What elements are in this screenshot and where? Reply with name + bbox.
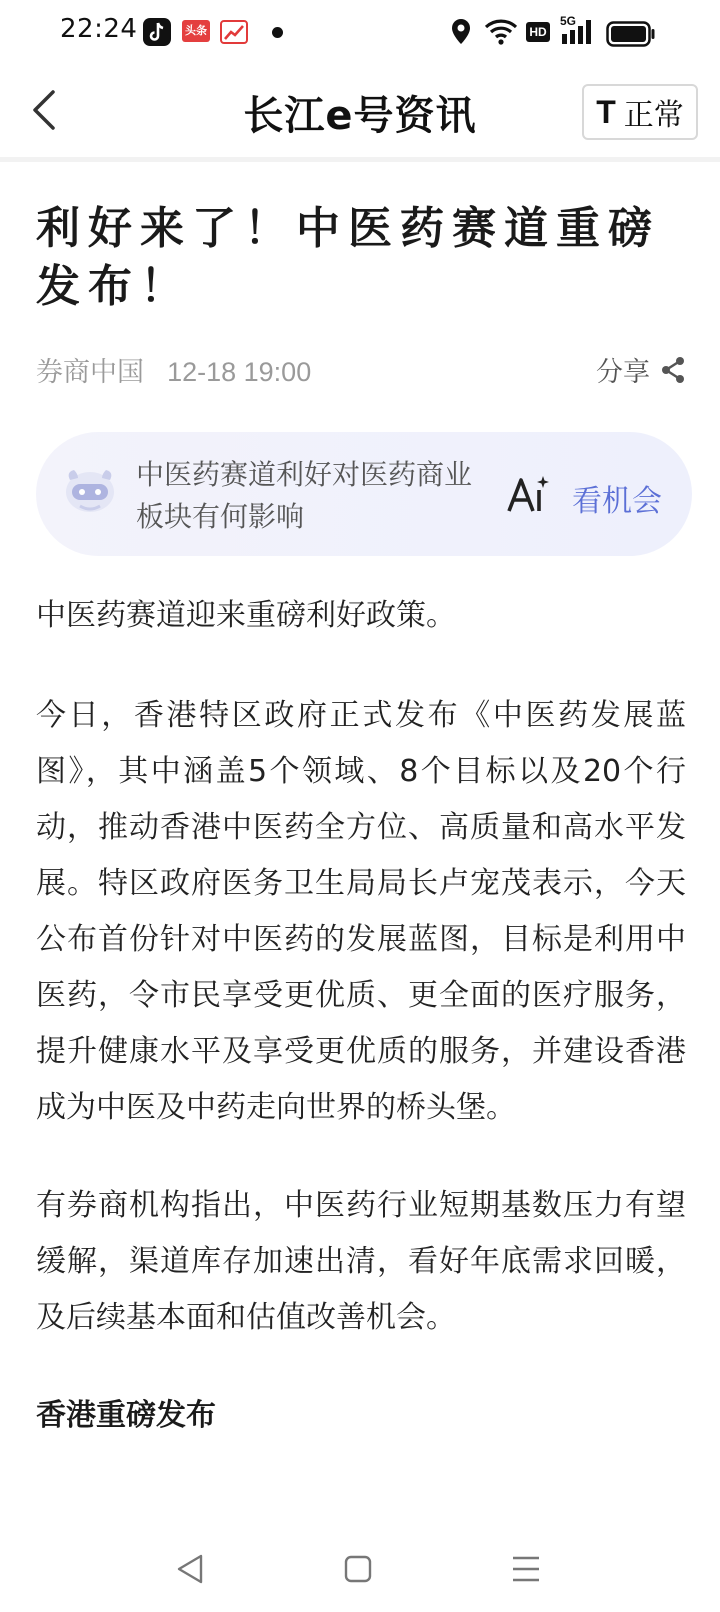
ai-action-button[interactable]: 看机会 bbox=[572, 484, 662, 519]
nav-home-button[interactable] bbox=[328, 1544, 388, 1594]
share-button[interactable] bbox=[596, 350, 686, 389]
network-label: 5G bbox=[560, 14, 577, 28]
article-time: 12-18 19:00 bbox=[167, 357, 312, 387]
header-title: 长江e号资讯 bbox=[243, 93, 477, 139]
wifi-icon bbox=[484, 17, 518, 47]
ai-question-text: 中医药赛道利好对医药商业板块有何影响 bbox=[136, 458, 473, 533]
toutiao-app-icon bbox=[182, 20, 210, 42]
ai-insight-card[interactable] bbox=[36, 432, 692, 556]
menu-lines-icon bbox=[510, 1554, 542, 1584]
status-bar bbox=[0, 0, 720, 66]
home-square-icon bbox=[343, 1554, 373, 1584]
stock-app-icon bbox=[220, 17, 248, 47]
font-size-label: 正常 bbox=[623, 98, 684, 133]
notification-dot bbox=[272, 27, 283, 38]
signal-5g-icon bbox=[560, 14, 598, 46]
location-icon bbox=[450, 17, 472, 47]
nav-back-button[interactable] bbox=[160, 1544, 220, 1594]
ai-sparkle-icon bbox=[506, 474, 550, 514]
system-nav-bar bbox=[0, 1530, 720, 1612]
toutiao-label: 头条 bbox=[185, 24, 207, 37]
back-triangle-icon bbox=[175, 1553, 205, 1585]
tiktok-app-icon bbox=[143, 17, 171, 47]
article-paragraph: 中医药赛道迎来重磅利好政策。 bbox=[36, 598, 456, 633]
section-heading: 香港重磅发布 bbox=[36, 1398, 216, 1433]
font-size-toggle-button[interactable] bbox=[582, 84, 698, 140]
nav-menu-button[interactable] bbox=[496, 1544, 556, 1594]
hd-icon bbox=[526, 22, 550, 42]
article-title: 利好来了！中医药赛道重磅发布！ bbox=[36, 203, 660, 312]
hd-label: HD bbox=[529, 25, 547, 39]
font-size-icon: T bbox=[596, 93, 616, 130]
article-paragraph: 今日，香港特区政府正式发布《中医药发展蓝图》，其中涵盖5个领域、8个目标以及20个行动，推动香港中医药全方位、高质量和高水平发展。特区政府医务卫生局局长卢宠茂表示，今天公布首份针对中医药的发展蓝图，目标是利用中医药，令市民享受更优质、更全面的医疗服务，提升健康水平及享受更优质的服务，并建设香港成为中医及中药走向世界的桥头堡。 bbox=[36, 698, 686, 1125]
article-meta bbox=[36, 350, 686, 394]
article-paragraph: 有券商机构指出，中医药行业短期基数压力有望缓解，渠道库存加速出清，看好年底需求回暖，及后续基本面和估值改善机会。 bbox=[36, 1188, 686, 1335]
article-source[interactable]: 券商中国 bbox=[36, 357, 144, 388]
app-header bbox=[0, 66, 720, 162]
battery-icon bbox=[606, 19, 656, 49]
share-label: 分享 bbox=[596, 357, 650, 388]
ai-mascot-icon bbox=[62, 462, 118, 518]
share-icon bbox=[660, 356, 686, 384]
article-body bbox=[36, 588, 686, 1444]
status-time: 22:24 bbox=[60, 14, 138, 44]
